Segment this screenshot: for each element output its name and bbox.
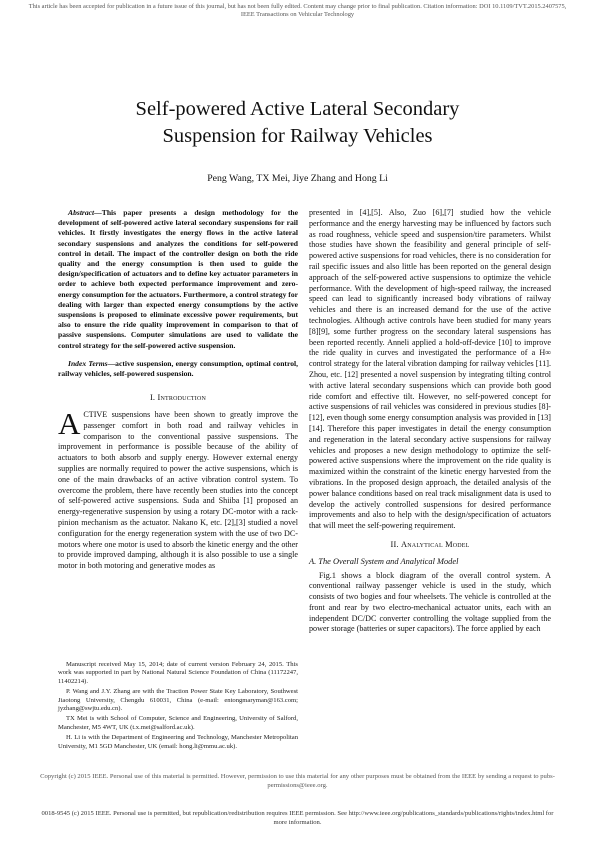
right-column <box>309 208 551 635</box>
copyright-footer: 0018-9545 (c) 2015 IEEE. Personal use is permitted, but republication/redistribution requires IEEE permission. See http://www.ieee.org/publications_standards/publications/rights/index.html for more information. <box>41 810 554 826</box>
journal-notice: This article has been accepted for publication in a future issue of this journal, but has not been fully edited. Content may change prior to final publication. Citation information: DOI 10.1109/TVT.2015.2407575, IEEE Transactions on Vehicular Technology <box>28 3 567 18</box>
body-paragraph: Fig.1 shows a block diagram of the overall control system. A conventional railway passenger vehicle is used in the study, which consists of two bogies and four wheelsets. The vehicle is controlled at the front and rear by two electro-mechanical actuator units, each with an independent DC/DC converter controlling the voltage supplied from the power storage (batteries or super capacitors). The force applied by each <box>309 570 551 634</box>
author-list: Peng Wang, TX Mei, Jiye Zhang and Hong Li <box>207 173 388 184</box>
footnote-affiliation-2: TX Mei is with School of Computer, Science and Engineering, University of Salford, Manchester, M5 4WT, UK (t.x.mei@salford.ac.uk). <box>58 715 298 731</box>
paper-title <box>40 96 555 150</box>
section-title: Introduction <box>157 393 207 403</box>
index-terms-lead: Index Terms <box>68 358 108 368</box>
drop-cap: A <box>58 406 81 442</box>
footnote-affiliation-3: H. Li is with the Department of Engineering and Technology, Manchester Metropolitan University, M1 5GD Manchester, UK (email: hong.li@mmu.ac.uk). <box>58 734 298 750</box>
footnote-manuscript: Manuscript received May 15, 2014; date of current version February 24, 2015. This work was supported in part by National Natural Science Foundation of China (11172247, 11402214). <box>58 661 298 685</box>
introduction-paragraph <box>58 406 298 572</box>
index-terms-text: —active suspension, energy consumption, optimal control, railway vehicles, self-powered suspension. <box>58 358 299 379</box>
abstract-lead: Abstract <box>68 208 95 217</box>
title-line-1: Self-powered Active Lateral Secondary <box>135 98 460 120</box>
section-title: Analytical Model <box>401 539 470 549</box>
section-heading-analytical-model <box>309 540 551 551</box>
footnote-affiliation-1: P. Wang and J.Y. Zhang are with the Traction Power State Key Laboratory, Southwest Jiaotong University, Chengdu 610031, China (e-mail: entongmaryman@163.com; jyzhang@swjtu.edu.cn). <box>58 688 298 713</box>
title-line-2: Suspension for Railway Vehicles <box>162 125 433 147</box>
copyright-notice: Copyright (c) 2015 IEEE. Personal use of this material is permitted. However, permission to use this material for any other purposes must be obtained from the IEEE by sending a request to pubs-permissions@ieee.org. <box>40 773 555 789</box>
section-number: II. <box>390 539 399 549</box>
section-number: I. <box>149 393 156 403</box>
index-terms <box>58 359 298 379</box>
introduction-text: CTIVE suspensions have been shown to greatly improve the passenger comfort in both road and railway vehicles in comparison to the conventional passive suspensions. The improvement in performance is possible because of the ability of actuators to both absorb and supply energy. However external energy supplies are normally required to power the active suspensions, which is one of the main drawbacks of an active vibration control system. To overcome the problem, there have recently been studies into the concept of self-powered active suspensions. Suda and Shiiba [1] proposed an energy-regenerative suspension by using a rotary DC-motor with a rack-pinion mechanism as the actuator. Nakano K, etc. [2],[3] studied a novel configuration for the energy regeneration system with the use of two DC-motors where one motor is used to absorb the kinetic energy and the other to provide improved damping, although it is also possible to use a single motor in both motoring and generative modes as <box>58 410 298 571</box>
section-heading-introduction <box>58 393 298 404</box>
body-paragraph: presented in [4],[5]. Also, Zuo [6],[7] studied how the vehicle performance and the energy harvesting may be influenced by factors such as road roughness, vehicle speed and suspension/tire parameters. Whilst those studies have shown the feasibility and general principle of self-powered active suspensions for road vehicles, there is no consideration for rail specific issues and also little has been reported on the general design approach of the self-powered active suspensions to optimize the vehicle performance. With the development of high-speed railway, the increased speed can lead to significantly increased body vibrations of railway vehicles and there is an increased demand for the use of the active technologies. Although active controls have been studied for many years [8][9], some further progress on the secondary lateral suspensions has been reported recently. Anneli applied a hold-off-device [10] to improve the ride quality in curves and investigated the performance of a H∞ control strategy for the lateral vibration damping for railway vehicles [11]. Zhou, etc. [12] presented a novel suspension by integrating tilting control with active lateral secondary suspensions which can provide both good ride comfort and effective tilt. However, no self-powered concept for active suspensions of rail vehicles was considered in previous studies [8]-[12], even though some energy consumption analysis was provided in [13][14]. Therefore this paper investigates in detail the energy consumption and regeneration in the lateral secondary active suspensions for railway vehicles and proposes a new design methodology to optimize the self-powered active suspensions where the improvement on the ride quality is maximized within the constraint of the kinetic energy harvested from the vibrations. In the proposed design approach, the detailed analysis of the power balance conditions based on real track misalignment data is used to develop the actively controlled suspensions for desired performance improvements and also to help with the design/specification of actuators that will meet the self-powering requirement. <box>309 208 551 531</box>
left-column <box>58 208 298 572</box>
subsection-heading: A. The Overall System and Analytical Model <box>309 556 459 566</box>
footnotes <box>58 661 298 753</box>
abstract-text: —This paper presents a design methodology for the development of self-powered active lateral secondary suspensions for rail vehicles. It firstly investigates the energy flows in the active lateral secondary suspensions and analyzes the conditions for self-powered control in detail. The impact of the controller design on both the ride quality and the energy consumption is then used to guide the design/specification of actuators and to define key actuator parameters in order to achieve both expected performance improvement and zero-energy consumption for the actuators. Furthermore, a control strategy for dealing with larger than expected energy consumptions by the active suspensions is proposed to eliminate excessive power requirements, but also to ensure the ride quality improvement in comparison to that of passive suspensions. Computer simulations are used to validate the control strategy for the self-powered active suspension. <box>58 208 298 350</box>
abstract <box>58 208 298 351</box>
